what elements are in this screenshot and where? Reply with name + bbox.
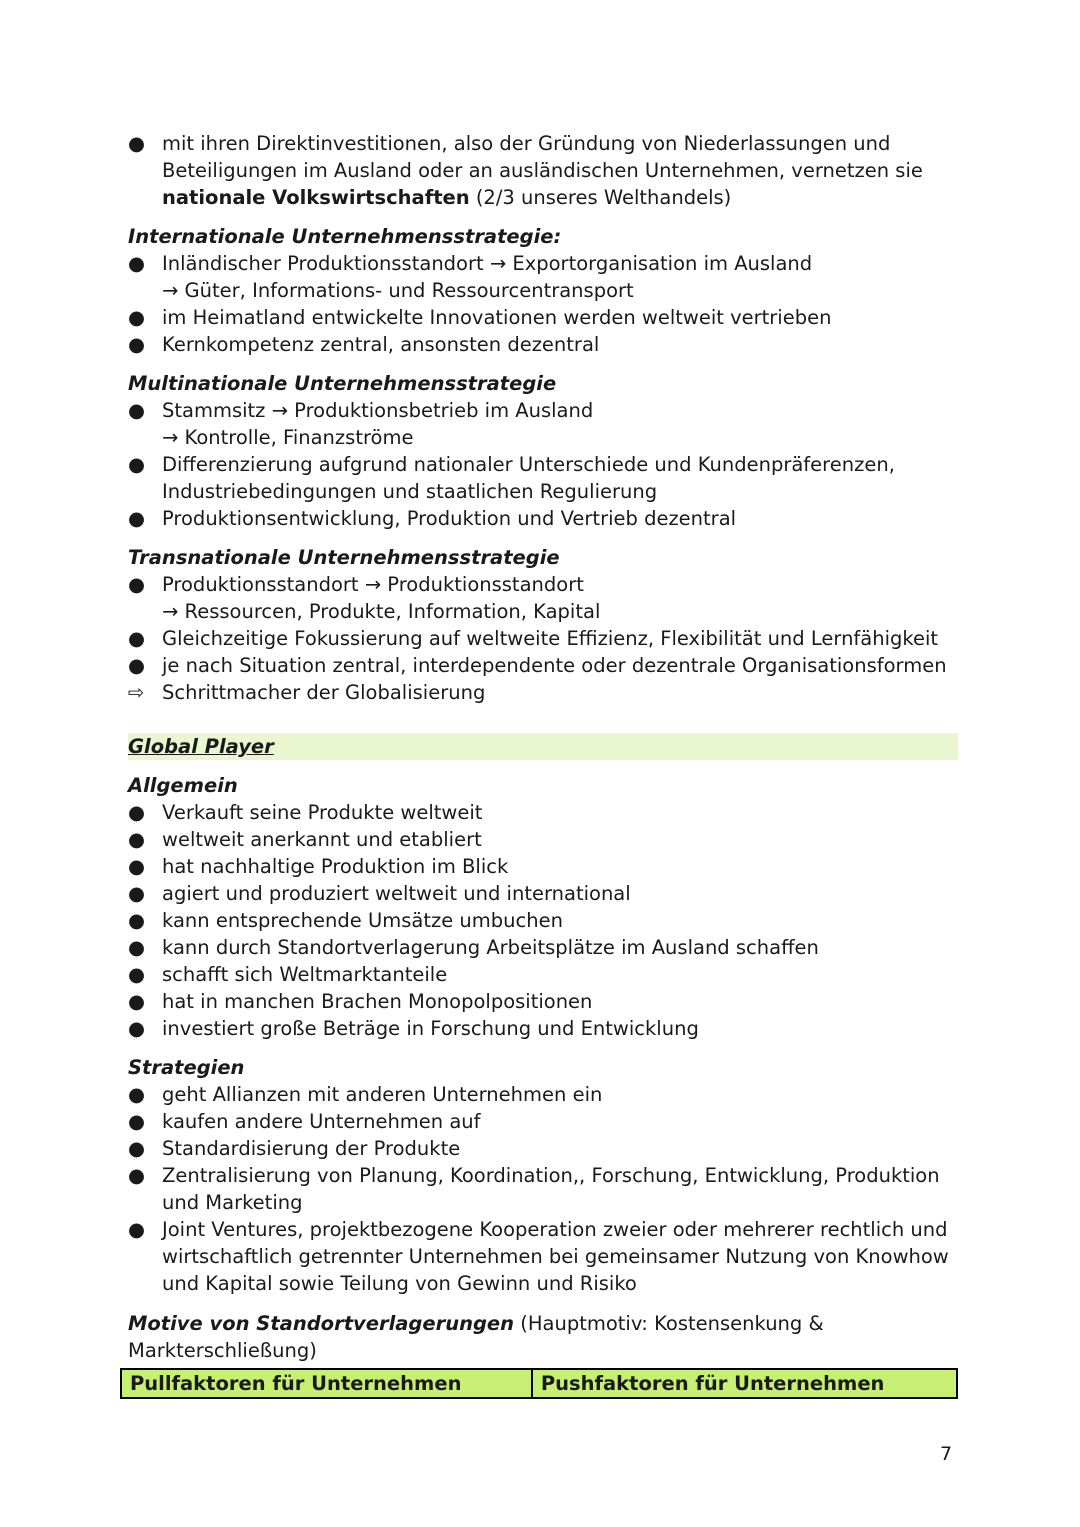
list-item: ● kann entsprechende Umsätze umbuchen — [128, 909, 563, 932]
list-item: ● agiert und produziert weltweit und international — [128, 882, 631, 905]
bullet-icon: ● — [128, 1218, 146, 1241]
bullet-icon: ● — [128, 1137, 146, 1160]
list-item: ● Kernkompetenz zentral, ansonsten dezentral — [128, 333, 600, 356]
strategies-list — [128, 1081, 958, 1297]
motives-heading: Motive von Standortverlagerungen (Hauptmotiv: Kostensenkung & Markterschließung) — [128, 1312, 824, 1362]
general-list — [128, 799, 958, 1042]
bullet-icon: ● — [128, 627, 146, 650]
factors-table — [120, 1368, 958, 1399]
list-item: ● weltweit anerkannt und etabliert — [128, 828, 482, 851]
list-item: ● schafft sich Weltmarktanteile — [128, 963, 448, 986]
list-item: ● im Heimatland entwickelte Innovationen werden weltweit vertrieben — [128, 306, 832, 329]
bullet-icon: ● — [128, 1164, 146, 1187]
international-heading: Internationale Unternehmensstrategie: — [128, 225, 562, 248]
multinational-heading: Multinationale Unternehmensstrategie — [128, 372, 557, 395]
list-item: ● Standardisierung der Produkte — [128, 1137, 461, 1160]
bullet-icon: ● — [128, 1017, 146, 1040]
bullet-icon: ● — [128, 306, 146, 329]
list-item: ● Stammsitz → Produktionsbetrieb im Ausland — [128, 399, 594, 422]
list-item: ● Inländischer Produktionsstandort → Exportorganisation im Ausland — [128, 252, 813, 275]
bullet-icon: ● — [128, 882, 146, 905]
list-item: ● hat nachhaltige Produktion im Blick — [128, 855, 509, 878]
bullet-icon: ● — [128, 573, 146, 596]
list-item: ● je nach Situation zentral, interdependente oder dezentrale Organisationsformen — [128, 654, 947, 677]
bullet-icon: ● — [128, 132, 146, 155]
bullet-icon: ● — [128, 963, 146, 986]
list-item: ● Produktionsentwicklung, Produktion und Vertrieb dezentral — [128, 507, 737, 530]
bullet-icon: ● — [128, 333, 146, 356]
multinational-list — [128, 397, 958, 532]
list-item: → Güter, Informations- und Ressourcentransport — [162, 279, 634, 302]
bullet-icon: ● — [128, 1110, 146, 1133]
bullet-icon: ● — [128, 507, 146, 530]
page-number: 7 — [940, 1443, 953, 1465]
list-item: ● Joint Ventures, projektbezogene Kooperation zweier oder mehrerer rechtlich und wirtschaftlich getrennter Unternehmen bei gemeinsamer Nutzung von Knowhow und Kapital sowie Teilung von Gewinn und Risiko — [128, 1218, 949, 1295]
international-list — [128, 250, 958, 358]
list-item: ● Verkauft seine Produkte weltweit — [128, 801, 483, 824]
bullet-icon: ● — [128, 399, 146, 422]
list-item: ● kaufen andere Unternehmen auf — [128, 1110, 481, 1133]
bullet-icon: ● — [128, 990, 146, 1013]
bullet-icon: ● — [128, 654, 146, 677]
list-item: ● hat in manchen Brachen Monopolpositionen — [128, 990, 593, 1013]
pull-factors-header: Pullfaktoren für Unternehmen — [121, 1369, 532, 1398]
bullet-icon: ● — [128, 828, 146, 851]
arrow-right-icon: ⇨ — [128, 681, 145, 704]
transnational-heading: Transnationale Unternehmensstrategie — [128, 546, 560, 569]
list-item: ⇨ Schrittmacher der Globalisierung — [128, 681, 486, 704]
bullet-icon: ● — [128, 252, 146, 275]
bullet-icon: ● — [128, 855, 146, 878]
list-item: ● Produktionsstandort → Produktionsstandort — [128, 573, 584, 596]
bullet-icon: ● — [128, 1083, 146, 1106]
list-item: → Kontrolle, Finanzströme — [162, 426, 414, 449]
global-player-heading: Global Player — [128, 733, 958, 760]
table-row — [121, 1369, 957, 1398]
bullet-icon: ● — [128, 936, 146, 959]
list-item: ● investiert große Beträge in Forschung und Entwicklung — [128, 1017, 699, 1040]
push-factors-header: Pushfaktoren für Unternehmen — [532, 1369, 957, 1398]
bullet-icon: ● — [128, 909, 146, 932]
bullet-icon: ● — [128, 453, 146, 476]
page-content — [128, 130, 958, 1399]
list-item: ● mit ihren Direktinvestitionen, also der Gründung von Niederlassungen und Beteiligungen im Ausland oder an ausländischen Unternehmen, vernetzen sie nationale Volkswirtschaften (2/3 unseres Welthandels) — [128, 132, 923, 209]
list-item: ● Zentralisierung von Planung, Koordination,, Forschung, Entwicklung, Produktion und Marketing — [128, 1164, 940, 1214]
list-item: ● kann durch Standortverlagerung Arbeitsplätze im Ausland schaffen — [128, 936, 819, 959]
list-item: ● Gleichzeitige Fokussierung auf weltweite Effizienz, Flexibilität und Lernfähigkeit — [128, 627, 939, 650]
bullet-icon: ● — [128, 801, 146, 824]
strategies-heading: Strategien — [128, 1056, 245, 1079]
list-item: ● Differenzierung aufgrund nationaler Unterschiede und Kundenpräferenzen, Industriebedingungen und staatlichen Regulierung — [128, 453, 895, 503]
list-item: → Ressourcen, Produkte, Information, Kapital — [162, 600, 601, 623]
general-heading: Allgemein — [128, 774, 238, 797]
list-item: ● geht Allianzen mit anderen Unternehmen ein — [128, 1083, 603, 1106]
intro-list — [128, 130, 958, 211]
transnational-list — [128, 571, 958, 706]
